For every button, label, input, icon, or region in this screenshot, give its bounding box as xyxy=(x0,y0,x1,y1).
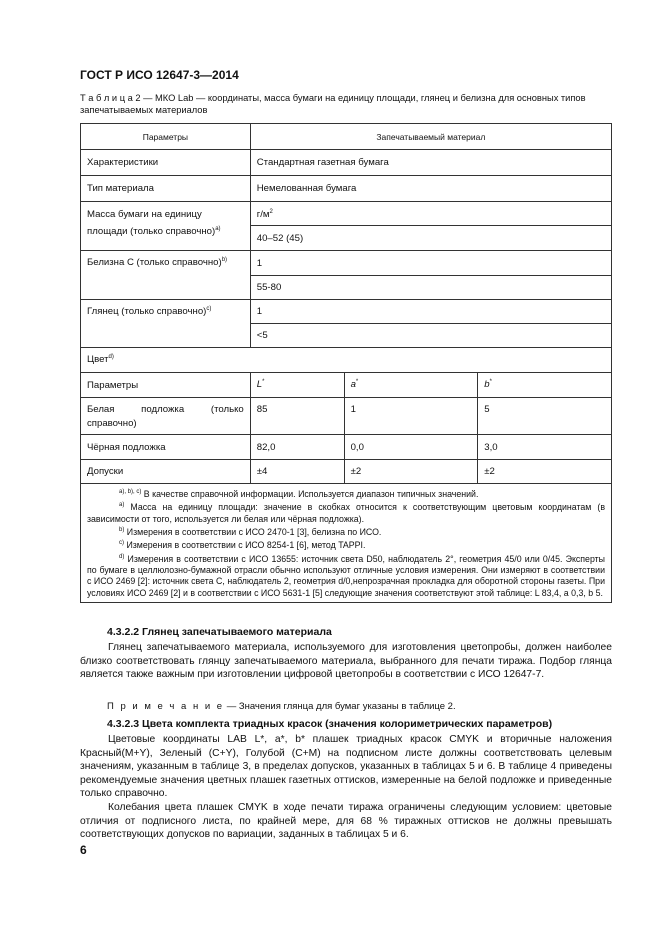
color-footnote-ref: d) xyxy=(108,354,114,361)
black-backing-b: 3,0 xyxy=(478,435,612,460)
a-star: * xyxy=(355,379,359,386)
note xyxy=(107,701,456,712)
row-label-type: Тип материала xyxy=(81,176,251,202)
row-value-type: Немелованная бумага xyxy=(250,176,611,202)
col-header-a xyxy=(344,373,478,398)
b-symbol: b xyxy=(484,379,490,391)
row-label-black-backing: Чёрная подложка xyxy=(81,435,251,460)
mass-footnote-ref: а) xyxy=(215,226,221,232)
footnote-4-text: Измерения в соответствии с ИСО 8254-1 [6], метод TAPPI. xyxy=(126,540,366,551)
row-label-characteristics: Характеристики xyxy=(81,150,251,176)
footnote-1-mark: a), b), c) xyxy=(119,489,142,495)
section-4-3-2-3-paragraph-1: Цветовые координаты LAB L*, a*, b* плашек триадных красок CMYK и вторичные наложения Красный(M+Y), Зеленый (C+Y), Голубой (C+M) на подписном листе должны соответствовать целевым значениям, указанным в таблице 3, в пределах допусков, указанных в таблицах 5 и 6. В таблице 4 приведены рекомендуемые значения цветных плашек газетных оттисков, измеренные на белой подложке и приведенные только справочно. xyxy=(80,734,612,800)
tolerance-L: ±4 xyxy=(250,460,344,484)
gloss-label-text: Глянец (только справочно) xyxy=(87,306,207,318)
table-caption xyxy=(80,92,600,116)
whiteness-value-1: 1 xyxy=(250,251,611,276)
tolerance-a: ±2 xyxy=(344,460,478,484)
L-symbol: L xyxy=(256,379,263,391)
whiteness-label-text: Белизна С (только справочно) xyxy=(87,257,222,269)
caption-text: 2 — МКО Lab — координаты, масса бумаги на единицу площади, глянец и белизна для основных типов запечатываемых материалов xyxy=(80,93,586,115)
footnote-3-text: Измерения в соответствии с ИСО 2470-1 [3], белизна по ИСО. xyxy=(126,526,382,537)
tolerance-b: ±2 xyxy=(478,460,612,484)
row-label-white-backing: Белая подложка (только справочно) xyxy=(81,398,251,435)
section-4-3-2-3-paragraph-2: Колебания цвета плашек CMYK в ходе печати тиража ограничены следующим условием: цветовые отличия от подписного листа, по крайней мере, для 68 % тиражных оттисков не должны превышать соответствующих допусков по вариации, заданных в таблицах 5 и 6. xyxy=(80,802,612,841)
caption-label: Т а б л и ц а xyxy=(80,93,133,103)
footnote-2-text: Масса на единицу площади: значение в скобках относится к соответствующим цветовым координатам (в зависимости от того, используется ли белая или чёрная подложка). xyxy=(87,502,605,524)
row-label-color xyxy=(81,348,612,373)
row-label-whiteness xyxy=(81,251,251,300)
white-backing-L: 85 xyxy=(250,398,344,435)
footnote-2 xyxy=(87,500,605,525)
footnote-3 xyxy=(87,525,605,538)
footnote-5-mark: d) xyxy=(119,553,125,560)
note-label: П р и м е ч а н и е xyxy=(107,701,225,712)
gloss-footnote-ref: c) xyxy=(206,306,212,312)
row-label-tolerances: Допуски xyxy=(81,460,251,484)
color-label-text: Цвет xyxy=(87,354,109,366)
whiteness-footnote-ref: b) xyxy=(221,257,228,263)
footnote-2-mark: a) xyxy=(119,502,125,509)
whiteness-value-2: 55-80 xyxy=(250,276,611,300)
header-parameters: Параметры xyxy=(81,124,251,150)
mass-unit xyxy=(250,202,611,226)
gloss-value-1: 1 xyxy=(250,300,611,324)
white-backing-b: 5 xyxy=(478,398,612,435)
mass-unit-base: г/м xyxy=(256,209,270,221)
document-header: ГОСТ Р ИСО 12647-3—2014 xyxy=(80,68,239,82)
page-number: 6 xyxy=(80,843,87,857)
L-star: * xyxy=(262,379,265,386)
note-text: — Значения глянца для бумаг указаны в таблице 2. xyxy=(226,701,456,712)
footnote-4-mark: c) xyxy=(119,540,124,547)
footnote-1-text: В качестве справочной информации. Используется диапазон типичных значений. xyxy=(143,488,479,499)
a-symbol: a xyxy=(350,379,356,391)
black-backing-L: 82,0 xyxy=(250,435,344,460)
section-4-3-2-2-heading: 4.3.2.2 Глянец запечатываемого материала xyxy=(107,626,332,638)
white-backing-a: 1 xyxy=(344,398,478,435)
header-material: Запечатываемый материал xyxy=(250,124,611,150)
footnote-5-text: Измерения в соответствии с ИСО 13655: источник света D50, наблюдатель 2°, геометрия 45/0 или 0/45. Эксперты по бумаге в целлюлозно-бумажной отрасли обычно используют отличные условия измерения. Они измеряют в соответствии с ИСО 2469 [2]: источник света С, наблюдатель 2, геометрия d/0,непрозрачная прокладка для оборотной стороны газеты. При условиях ИСО 2469 [2] и в соответствии с ИСО 5631-1 [5] следующие значения соответствуют этой таблице: L 83,4, a 0,3, b 5. xyxy=(87,553,605,598)
mass-label-text: Масса бумаги на единицу площади (только справочно) xyxy=(87,209,216,238)
mass-value: 40–52 (45) xyxy=(250,226,611,251)
col-header-b xyxy=(478,373,612,398)
footnote-4 xyxy=(87,538,605,551)
footnote-5 xyxy=(87,552,605,600)
col-header-L xyxy=(250,373,344,398)
mass-unit-exponent: 2 xyxy=(269,209,273,215)
section-4-3-2-2-paragraph: Глянец запечатываемого материала, используемого для изготовления цветопробы, должен наиболее близко соответствовать глянцу запечатываемого материала, выбранного для печати тиража. Подбор глянца является также важным при изготовлении цифровой цветопробы в соответствии с ИСО 12647-7. xyxy=(80,642,612,681)
row-label-params: Параметры xyxy=(81,373,251,398)
footnote-1 xyxy=(87,487,605,500)
section-4-3-2-3-heading: 4.3.2.3 Цвета комплекта триадных красок (значения колориметрических параметров) xyxy=(107,718,553,730)
black-backing-a: 0,0 xyxy=(344,435,478,460)
row-value-characteristics: Стандартная газетная бумага xyxy=(250,150,611,176)
b-star: * xyxy=(489,379,492,386)
footnote-3-mark: b) xyxy=(119,527,125,534)
row-label-mass xyxy=(81,202,251,251)
table-footnotes xyxy=(81,484,612,603)
gloss-value-2: <5 xyxy=(250,324,611,348)
row-label-gloss xyxy=(81,300,251,348)
properties-table xyxy=(80,123,612,603)
